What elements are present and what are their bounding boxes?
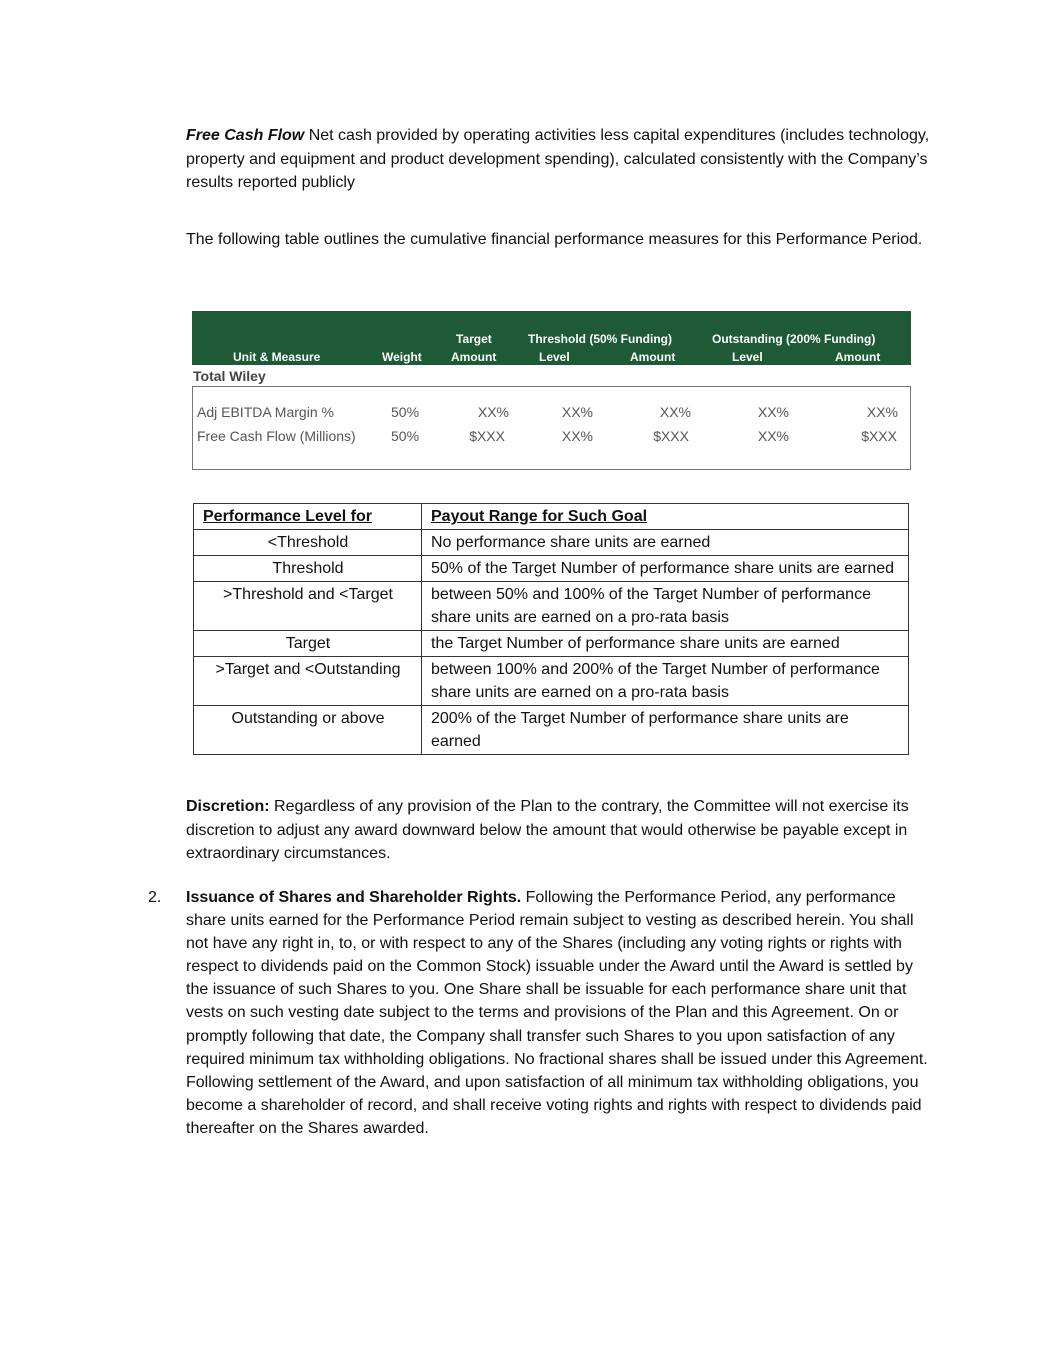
header-weight: Weight bbox=[382, 350, 422, 364]
header-target-top: Target bbox=[456, 332, 492, 346]
header-outstanding-level: Level bbox=[732, 350, 763, 364]
fcf-definition-paragraph bbox=[186, 124, 934, 195]
table-row bbox=[194, 530, 909, 556]
fcf-definition: Net cash provided by operating activities less capital expenditures (includes technology, property and equipment and product development spending), calculated consistently with the Company’s results reported publicly bbox=[186, 127, 930, 191]
row-threshold-amount: XX% bbox=[659, 404, 691, 420]
payout-range-cell: No performance share units are earned bbox=[422, 530, 909, 556]
table-row bbox=[194, 556, 909, 582]
row-threshold-level: XX% bbox=[561, 428, 593, 444]
payout-range-cell: the Target Number of performance share units are earned bbox=[422, 631, 909, 657]
issuance-paragraph bbox=[186, 886, 934, 1140]
financial-rows-box bbox=[192, 386, 911, 470]
header-outstanding-amount: Amount bbox=[835, 350, 881, 364]
payout-range-cell: 50% of the Target Number of performance share units are earned bbox=[422, 556, 909, 582]
payout-col2-header: Payout Range for Such Goal bbox=[422, 504, 909, 530]
row-target: XX% bbox=[477, 404, 509, 420]
performance-level-cell: >Threshold and <Target bbox=[194, 582, 422, 631]
table-intro-paragraph: The following table outlines the cumulative financial performance measures for this Performance Period. bbox=[186, 231, 923, 248]
row-threshold-amount: $XXX bbox=[653, 428, 689, 444]
row-outstanding-level: XX% bbox=[757, 404, 789, 420]
header-threshold-group: Threshold (50% Funding) bbox=[528, 332, 672, 346]
table-row bbox=[194, 582, 909, 631]
financial-table-header bbox=[192, 311, 911, 365]
performance-level-cell: Target bbox=[194, 631, 422, 657]
payout-table bbox=[193, 503, 909, 755]
table-header-row bbox=[194, 504, 909, 530]
performance-level-cell: <Threshold bbox=[194, 530, 422, 556]
section-heading: Issuance of Shares and Shareholder Rights. bbox=[186, 889, 522, 906]
performance-level-cell: Outstanding or above bbox=[194, 706, 422, 755]
fcf-term: Free Cash Flow bbox=[186, 127, 305, 144]
row-weight: 50% bbox=[391, 428, 420, 444]
row-measure: Adj EBITDA Margin % bbox=[197, 404, 334, 420]
row-outstanding-amount: XX% bbox=[866, 404, 898, 420]
header-unit-measure: Unit & Measure bbox=[233, 350, 321, 364]
payout-col1-header: Performance Level for bbox=[194, 504, 422, 530]
table-row bbox=[194, 706, 909, 755]
header-threshold-level: Level bbox=[539, 350, 570, 364]
row-target: $XXX bbox=[469, 428, 505, 444]
financial-measures-table bbox=[192, 311, 911, 471]
discretion-text: Regardless of any provision of the Plan to the contrary, the Committee will not exercise its discretion to adjust any award downward below the amount that would otherwise be payable except in extraordinary circumstances. bbox=[186, 798, 909, 862]
header-threshold-amount: Amount bbox=[630, 350, 676, 364]
payout-range-cell: between 100% and 200% of the Target Number of performance share units are earned on a pro-rata basis bbox=[422, 657, 909, 706]
performance-level-cell: >Target and <Outstanding bbox=[194, 657, 422, 706]
payout-range-cell: 200% of the Target Number of performance share units are earned bbox=[422, 706, 909, 755]
section-number: 2. bbox=[148, 889, 162, 906]
section-text: Following the Performance Period, any performance share units earned for the Performance Period remain subject to vesting as described herein. You shall not have any right in, to, or with respect to any of the Shares (including any voting rights or rights with respect to dividends paid on the Common Stock) issuable under the Award until the Award is settled by the issuance of such Shares to you. One Share shall be issuable for each performance share unit that vests on such vesting date subject to the terms and provisions of the Plan and this Agreement. On or promptly following that date, the Company shall transfer such Shares to you upon satisfaction of any required minimum tax withholding obligations. No fractional shares shall be issued under this Agreement. Following settlement of the Award, and upon satisfaction of all minimum tax withholding obligations, you become a shareholder of record, and shall receive voting rights and rights with respect to dividends paid thereafter on the Shares awarded. bbox=[186, 889, 928, 1137]
performance-level-cell: Threshold bbox=[194, 556, 422, 582]
row-outstanding-level: XX% bbox=[757, 428, 789, 444]
table-row bbox=[194, 631, 909, 657]
row-measure: Free Cash Flow (Millions) bbox=[197, 428, 356, 444]
table-row bbox=[194, 657, 909, 706]
row-outstanding-amount: $XXX bbox=[861, 428, 897, 444]
row-threshold-level: XX% bbox=[561, 404, 593, 420]
discretion-paragraph bbox=[186, 795, 934, 866]
payout-range-cell: between 50% and 100% of the Target Number of performance share units are earned on a pro-rata basis bbox=[422, 582, 909, 631]
discretion-label: Discretion: bbox=[186, 798, 270, 815]
header-outstanding-group: Outstanding (200% Funding) bbox=[712, 332, 876, 346]
section-label: Total Wiley bbox=[193, 368, 266, 384]
row-weight: 50% bbox=[391, 404, 420, 420]
header-target-amount: Amount bbox=[451, 350, 497, 364]
